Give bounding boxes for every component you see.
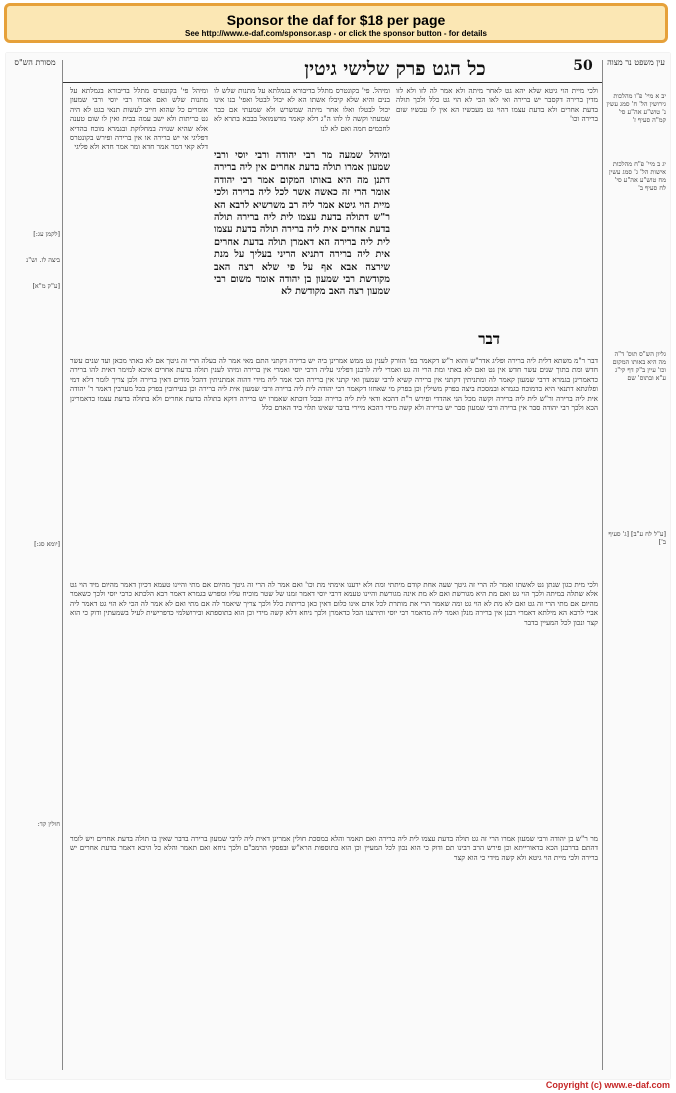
running-title: כל הגט פרק שלישי גיטין: [304, 58, 486, 80]
sponsor-title[interactable]: Sponsor the daf for $18 per page: [226, 12, 446, 28]
dibbur-hamatchil-large: דבר: [478, 330, 500, 348]
header-rule: [62, 82, 602, 83]
masoret-hashas-label: מסורת הש"ס: [14, 58, 56, 67]
sponsor-banner[interactable]: [4, 3, 668, 43]
masoret-note-1: [לקמן עג:]: [33, 230, 60, 238]
ein-mishpat-note-2: יג ב מיי' פ"ח מהלכות אישות הל' ג' סמג עשין מח טוש"ע אה"ע סי' לח סעיף ב': [609, 160, 666, 192]
left-margin-rule: [62, 60, 63, 1070]
masoret-note-3: [ע"ק מ"א]: [32, 282, 60, 290]
ein-mishpat-label: עין משפט נר מצוה: [607, 58, 665, 67]
tosafot-column: ומיהל פי' בקונטרס מתלל בדיבורא בגמלתא על מתנות שלש ואם אמרו רבי יוסי ורבי שמעון אומרים כל שהוא חייב לעשות תנאי בגט לא היה גט כריתות ולא ישב עמה בבית ואין לו שום טענה אלא שהיא שנויה במחלוקת ובגמרא מוכח בהדיא דפליגי אי יש ברירה או אין ברירה ופירש בקונטרס דלא קאי דמר אמר חדא ומר אמר חדא ולא פליגי: [70, 86, 208, 152]
masoret-note-5: חולין קד:: [37, 820, 60, 828]
page-number: 50: [573, 58, 593, 74]
gemara-text: ומיהל שמעה מר רבי יהודה ורבי יוסי ורבי שמעון אמרו תולה בדעת אחרים אין ליה ברירה דתנן מה היא באותו המקום אמר רבי יהודה אומר הרי זה כאשה אשר לכל ליה ברירה ולכי מיית הוי גיטא אמר ליה רב משרשיא לרבא הא ר"ש דתולה בדעת עצמו לית ליה ברירה תולה בדעת אחרים אית ליה ברירה תולה בדעת עצמו לית ליה ברירה הא דאמרן תולה בדעת אחרים אית ליה ברירה דתניא הריני בעליך על מנת שירצה אבא אף על פי שלא רצה האב מקודשת רבי שמעון בן יהודה אומר משום רבי שמעון רצה האב מקודשת לא: [214, 150, 390, 298]
commentary-block-1: דבר ר"מ משתא דלית ליה ברירה ופליג אדר"ש והוא ר"ש דקאמר בפ' הזורק לענין גט ממש אמרינן ביה יש ברירה דקתני התם מאי אמר לה בעלה הרי זה גיטך אם לא באתי מכאן ועד שנים עשר חדש ומת בתוך שנים עשר חדש אין גט ואם לא באתי ומת הרי זה גט ואמרי ליה לרבנן דפליגי עליה דרבי יוסי ואמרי אין ברירה ומיהו לענין תולה בדעת אחרים איכא למימר דאית להו ברירה כדאמרינן בגמרא דרבי שמעון קאמר לה ומתניתין דקתני אין ברירה קשיא לרבי שמעון ואי קתני אין ברירה הכי אמר ליה מידי דהוה אמתניתין דהכל מודים דאין ברירה ולכן צריך לומר דלא דמי ופלוגתא דתנאי היא כדמוכח בגמרא ובמסכת ביצה בפרק משילין וכן בפרק מי שאחזו דקאמר רבי יהודה לית ליה ברירה ורבי שמעון אית ליה ברירה וכן בעירובין בפרק בכל מערבין דאמר ר' יהודה אית ליה ברירה ור"ש לית ליה ברירה וקשה מכל הני אהדדי ופירש ר"ת דהכא ודאי לית ליה ברירה ובכל דוכתא שאמרו יש ברירה דוקא בתולה בדעת אחרים ולא בתולה בדעת עצמו כדאמרינן הכא ולכך רבי יהודה סבר אין ברירה ורבי שמעון סבר יש ברירה ולא קשה מידי דהכא מיירי בדבר שאינו תלוי ביד האדם כלל: [70, 356, 598, 413]
rashi-column: ולכי מיית הוי גיטא שלא יהא גט לאחר מיתה ולא אמר לה לזו ולא לזו מדין ברירה דקסבר יש ברירה ואי לאו הכי לא הוי גט כלל ולכך תולה בדעת אחרים ולא בדעת עצמו דהוי גט מעכשיו הא אין לו עכשיו שום ברירה וכו': [396, 86, 598, 124]
masoret-note-4: [יומא סג:]: [34, 540, 60, 548]
ein-mishpat-note-4: [ע"ל לח ע"ב] [ג' סעיף ב']: [608, 530, 666, 546]
ein-mishpat-note-1: יב א מיי' פ"ו מהלכות גירושין הל' ח' סמג עשין נ' טוש"ע אה"ע סי' קמ"ה סעיף ז': [606, 92, 666, 124]
right-margin-rule: [602, 60, 603, 1070]
masoret-note-2: ביצה לז. וש"נ: [26, 256, 60, 264]
rashi-top-inner: ומיהל. פי' בקונטרס מתלל בדיבורא בגמלתא על מתנות שלש לו בנים והיא שלא קיבלו אשתו הא לא יכול לבטל ואפי' בנו אינו יכול לבטלו ואלו אחר מיתה שמשרש ולא שמעתי אם כבר שמעתי וקשה לו להו ה"ג דלא קאמר מדשמואל בבבא בתרא לא לחכמים חמה ואם לא לנו: [214, 86, 390, 133]
commentary-block-2: ולכי מית כגון שנתן גט לאשתו ואמר לה הרי זה גיטך שעה אחת קודם מיתתי ומת ולא ידענו אימתי מת וכו' ואם אמר לה הרי זה גיטך מהיום אם מתי והיינו טעמא דכיון דאמר מהיום מיד הוי גט אלא שתלה במיתה ולכך הוי גט ואם מת היא מגורשת ואם לא מת אינה מגורשת והיינו טעמא דרבי יוסי דאמר זמנו של שטר מוכיח עליו ומפרש בגמרא דאמר רבא הלכתא כרבי יוסי ולכך כשאמר מהיום אם מתי הרי זה גט ואם לא מת לא הוי גט ומה שאמר הרי את מותרת לכל אדם אינו כלום דאין כאן כריתות כלל ולכך צריך שיאמר לה אם מתי ואם לא אמר לה הכי לא הוי גט דאמר ליה אביי לרבא הא מילתא דאמרי רבנן אין ברירה מנלן ואמר ליה מדאמר רבי יוסי ותירצנו הכל כדאמרן ולכך ניחא דלא קשה מידי וכן הוא בתוספתא ובירושלמי כדפרישית לעיל בשמעתין ודוק כי הוא קצר ונכון לכל המעיין בדבר: [70, 580, 598, 627]
copyright-link[interactable]: Copyright (c) www.e-daf.com: [545, 1080, 670, 1090]
sponsor-subtitle[interactable]: See http://www.e-daf.com/sponsor.asp - or click the sponsor button - for details: [185, 29, 487, 38]
commentary-block-3: מר ר"ש בן יהודה ורבי שמעון אמרו הרי זה גט תולה בדעת עצמו לית ליה ברירה ואם תאמר והלא במסכת חולין אמרינן דאית ליה לרבי שמעון ברירה בדבר שאין בו תולה בדעת אחרים ויש לומר דהתם בדרבנן הכא בדאורייתא וכן פירש הרב רבינו תם ודוק כי הוא נכון לכל המעיין וכן הוא בתוספות הרא"ש ובפסקי הרמב"ם ולכך ניחא ואם תאמר והלא כל היכא דאמר בדעת אחרים יש ברירה ולכי מיית הוי גיטא ולא קשה מידי כי הוא קצר: [70, 834, 598, 862]
gilyon-hashas-note: גליון הש"ס תוס' ד"ה מה היא באותו המקום וכו' עיין ב"ק דף קי"ג ע"א ובתוס' שם: [612, 350, 666, 382]
